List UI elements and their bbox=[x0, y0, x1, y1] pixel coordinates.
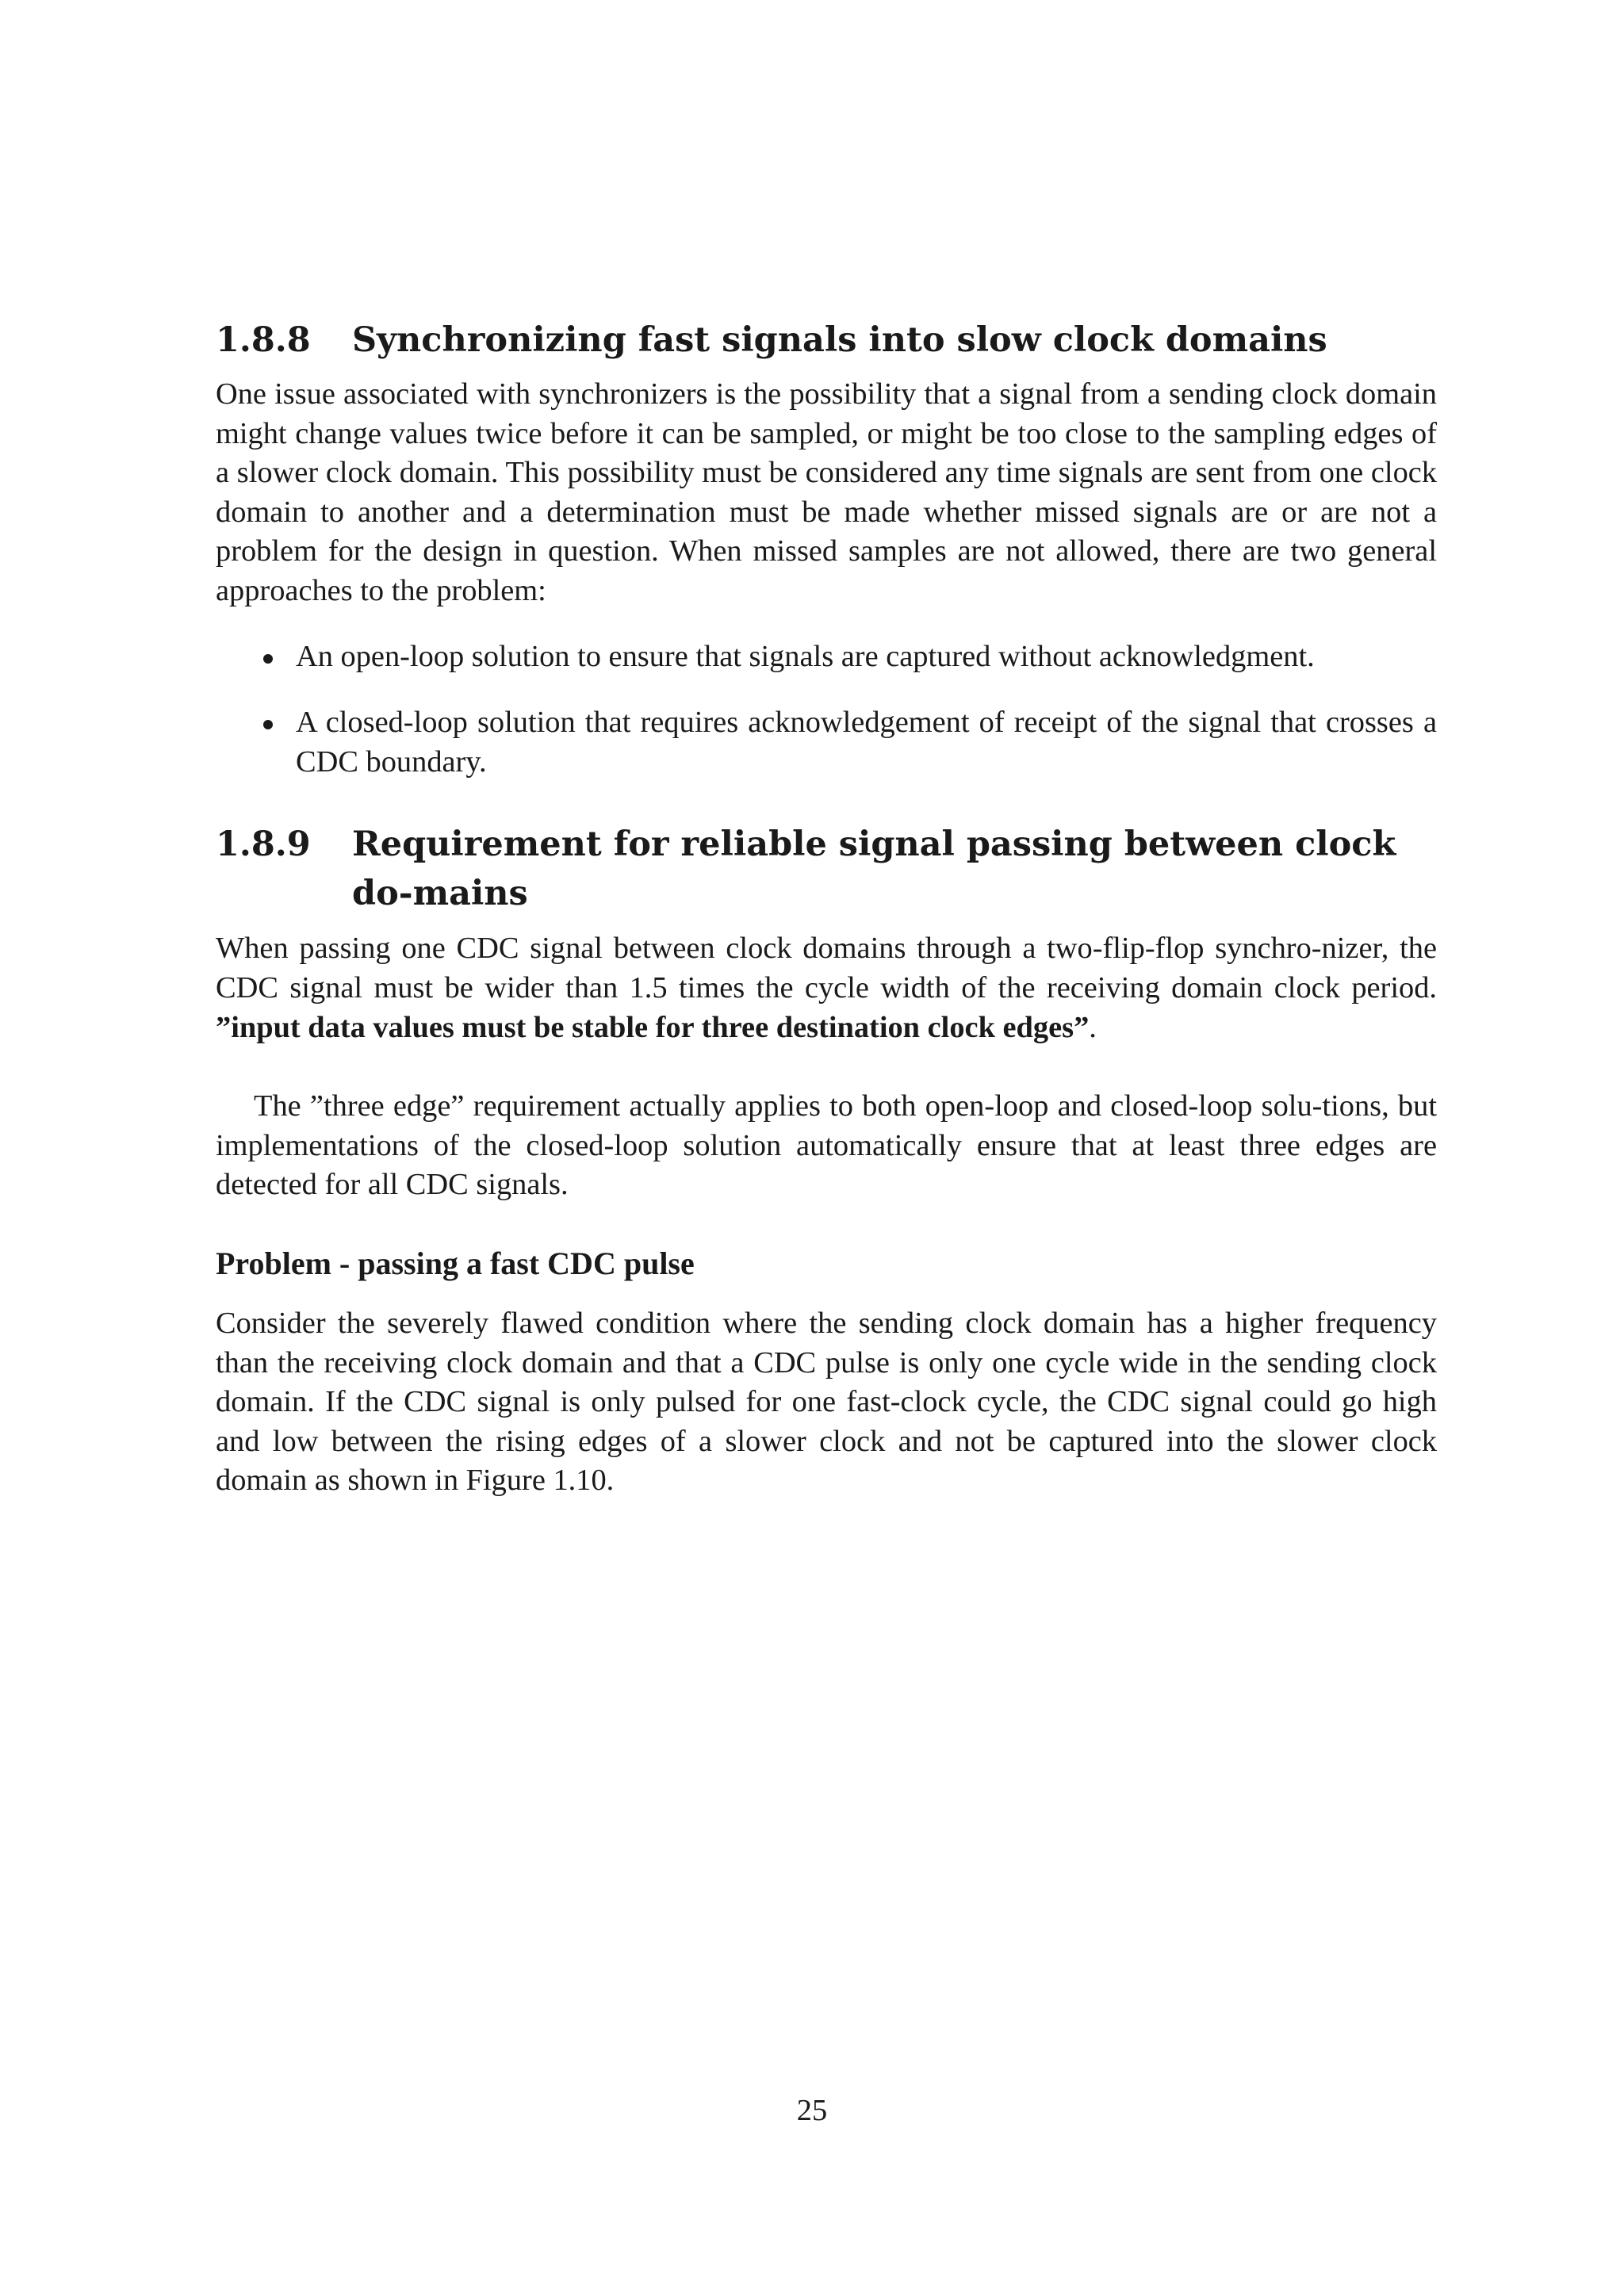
page-content bbox=[216, 316, 1437, 1501]
section-paragraph: One issue associated with synchronizers is the possibility that a signal from a sending clock domain might change values twice before it can be sampled, or might be too close to the sampling edges of a slower clock domain. This possibility must be considered any time signals are sent from one clock domain to another and a determination must be made whether missed signals are or are not a problem for the design in question. When missed samples are not allowed, there are two general approaches to the problem: bbox=[216, 377, 1437, 607]
bullet-item: A closed-loop solution that requires acknowledgement of receipt of the signal that crosses a CDC boundary. bbox=[296, 703, 1437, 782]
section-paragraph: The ”three edge” requirement actually applies to both open-loop and closed-loop solu-tions, but implementations of the closed-loop solution automatically ensure that at least three edges are detected for all CDC signals. bbox=[216, 1089, 1437, 1202]
section-number: 1.8.8 bbox=[216, 320, 311, 360]
quoted-requirement: ”input data values must be stable for three destination clock edges” bbox=[216, 1010, 1090, 1044]
subsection-paragraph: Consider the severely flawed condition where the sending clock domain has a higher frequency than the receiving clock domain and that a CDC pulse is only one cycle wide in the sending clock domain. If the CDC signal is only pulsed for one fast-clock cycle, the CDC signal could go high and low between the rising edges of a slower clock and not be captured into the slower clock domain as shown in Figure 1.10. bbox=[216, 1306, 1437, 1498]
subsection-heading: Problem - passing a fast CDC pulse bbox=[216, 1245, 695, 1281]
section-title: Requirement for reliable signal passing between clock do-mains bbox=[352, 825, 1396, 914]
section-heading bbox=[216, 316, 1437, 365]
paragraph-end: . bbox=[1089, 1010, 1097, 1044]
section-number: 1.8.9 bbox=[216, 825, 311, 865]
bullet-item: An open-loop solution to ensure that signals are captured without acknowledgment. bbox=[296, 637, 1437, 677]
section-paragraph bbox=[216, 929, 1437, 1047]
section-title: Synchronizing fast signals into slow clock domains bbox=[352, 320, 1327, 360]
page-number: 25 bbox=[796, 2094, 828, 2127]
bullet-list bbox=[216, 637, 1437, 783]
section-heading bbox=[216, 820, 1437, 918]
paragraph-text: When passing one CDC signal between clock domains through a two-flip-flop synchro-nizer, the CDC signal must be wider than 1.5 times the cycle width of the receiving domain clock period. bbox=[216, 932, 1437, 1004]
